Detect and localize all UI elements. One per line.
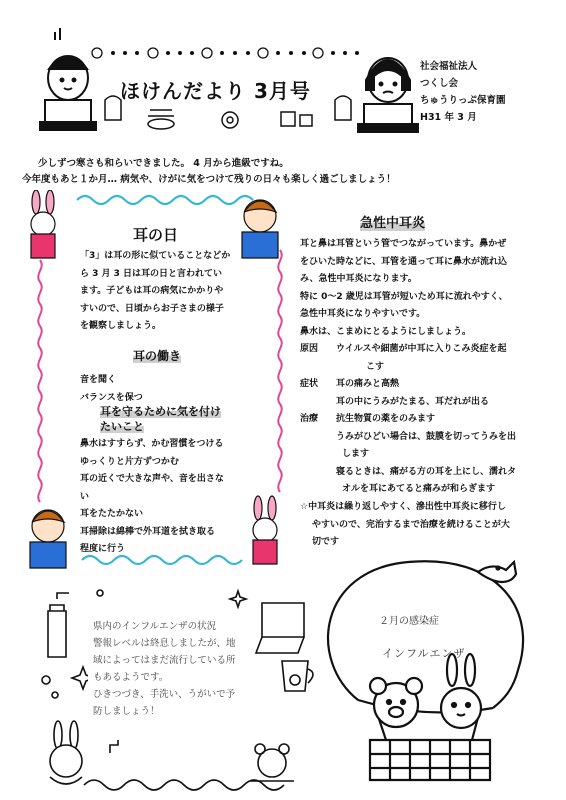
ear-day-line: を観察しましょう。 [80, 321, 162, 331]
cups-icon [281, 112, 312, 126]
page-title: ほけんだより 3月号 [120, 79, 311, 103]
balloon-caption: ２月の感染症 [379, 616, 439, 627]
soap-bottle-icon [48, 605, 66, 657]
towel-icon [262, 603, 304, 637]
otitis-title [360, 212, 425, 231]
ear-work-item: バランスを保つ [80, 392, 143, 403]
org-line: 社会福祉法人 [420, 61, 478, 72]
balloon-envelope [328, 561, 523, 708]
hina-doll-left-icon [40, 28, 96, 130]
ear-day-line: ます。子どもは耳の病気にかかりや [80, 286, 224, 296]
protect-item: 耳をたたかない [80, 509, 144, 519]
treatment-line: 寝るときは、痛がる方の耳を上にし、濡れタ [336, 466, 517, 477]
protect-item: 耳の近くで大きな声や、音を出さな [80, 474, 224, 484]
protect-item: 程度に行う [80, 544, 126, 554]
protect-list [80, 436, 270, 559]
ear-day-paragraph [80, 248, 270, 336]
otitis-paragraph [300, 236, 555, 341]
cause-line: ウイルスや細菌が中耳に入りこみ炎症を起 [336, 344, 507, 354]
protect-item: ゆっくりと片方ずつかむ [80, 456, 179, 467]
cause-label: 原因 [300, 344, 319, 354]
protect-title [100, 404, 221, 434]
ear-work-title [133, 347, 181, 364]
otitis-line: 特に 0～2 歳児は耳管が短いため耳に流れやすく、 [300, 291, 508, 302]
ear-work-item: 音を聞く [80, 375, 117, 385]
boy-bottom-left-icon [30, 510, 66, 568]
symptom-label: 症状 [300, 379, 319, 389]
otitis-line: をひいた時などに、耳管を通って耳に鼻水が流れ込 [300, 256, 508, 267]
ear-day-line: ら 3 月 3 日は耳の日と言われてい [80, 268, 223, 279]
intro-line: 少しずつ寒さも和らいできました。 4 月から進級ですね。 [38, 158, 289, 169]
otitis-line: 耳と鼻は耳管という管でつながっています。鼻かぜ [300, 239, 507, 249]
otitis-note [300, 499, 560, 552]
ear-day-line: 「3」は耳の形に似ていることなどか [80, 251, 231, 261]
org-line: つくし会 [420, 78, 459, 89]
protect-item: 鼻水はすすらず、かむ習慣をつける [80, 439, 224, 449]
otitis-note-line: 切です [312, 537, 340, 547]
notice-heading: 県内のインフルエンザの状況 [93, 621, 217, 632]
rabbit-washing-icon [54, 721, 62, 749]
otitis-line: み、急性中耳炎になります。 [300, 274, 417, 284]
otitis-line: 鼻水は、こまめにとるようにしましょう。 [300, 326, 472, 337]
org-line: ちゅうりっぷ保育園 [420, 95, 506, 106]
notice-line: もあるようです。 [93, 672, 169, 683]
flu-notice [93, 618, 236, 720]
cup-icon [282, 661, 308, 691]
ear-work-list [80, 372, 143, 407]
intro-line: 今年度もあと１か月… 病気や、けがに気をつけて残りの日々も楽しく過ごしましょう！ [22, 174, 396, 185]
otitis-title-text: 急性中耳炎 [360, 216, 426, 231]
notice-line: 警報レベルは終息しましたが、地 [93, 638, 236, 649]
otitis-line: 急性中耳炎になりやすいです。 [300, 309, 426, 319]
rabbit-top-left-icon [31, 190, 55, 258]
lantern-icon [105, 96, 121, 120]
hina-doll-right-icon [358, 58, 418, 132]
ear-work-title-text: 耳の働き [133, 349, 182, 363]
treatment-text [336, 411, 556, 499]
protect-title-line: たいこと [100, 420, 144, 433]
protect-item: 耳掃除は綿棒で外耳道を拭き取る [80, 526, 216, 537]
otitis-note-line: ☆中耳炎は繰り返しやすく、滲出性中耳炎に移行し [300, 502, 506, 512]
notice-line: 防しましょう！ [93, 706, 160, 717]
otitis-note-line: やすいので、完治するまで治療を続けることが大 [312, 519, 510, 530]
treatment-line: オルを耳にあてると痛みが和らぎます [342, 484, 496, 494]
balloon-illustration [318, 550, 558, 795]
balloon-disease: インフルエンザ [382, 647, 466, 660]
symptom-line: 耳の痛みと高熱 [336, 379, 400, 389]
notice-line: 域によってはまだ流行している所 [93, 655, 236, 666]
treatment-line: 抗生物質の薬をのみます [336, 414, 436, 424]
organization-block [420, 58, 506, 126]
treatment-line: します [342, 449, 370, 459]
cause-text [336, 341, 556, 376]
ear-day-title: 耳の日 [133, 226, 179, 244]
lantern-icon-2 [335, 96, 351, 120]
symptom-line: 耳の中にうみがたまる、耳だれが出る [336, 396, 490, 407]
notice-line: ひきつづき、手洗い、うがいで予 [93, 689, 236, 700]
bird-icon [478, 562, 516, 582]
treatment-line: うみがひどい場合は、鼓膜を切ってうみを出 [336, 431, 517, 442]
protect-title-line: 耳を守るために気を付け [100, 405, 221, 418]
ear-day-line: すいので、日頃からお子さまの様子 [80, 303, 224, 314]
flower-icon [222, 112, 238, 128]
protect-item: い [80, 491, 90, 502]
org-date: H31 年 3 月 [420, 112, 477, 123]
treatment-label: 治療 [300, 414, 319, 424]
symptom-text [336, 376, 556, 411]
hishimochi-icon [148, 119, 174, 129]
intro-text [22, 156, 552, 188]
cause-line: こす [366, 361, 385, 372]
